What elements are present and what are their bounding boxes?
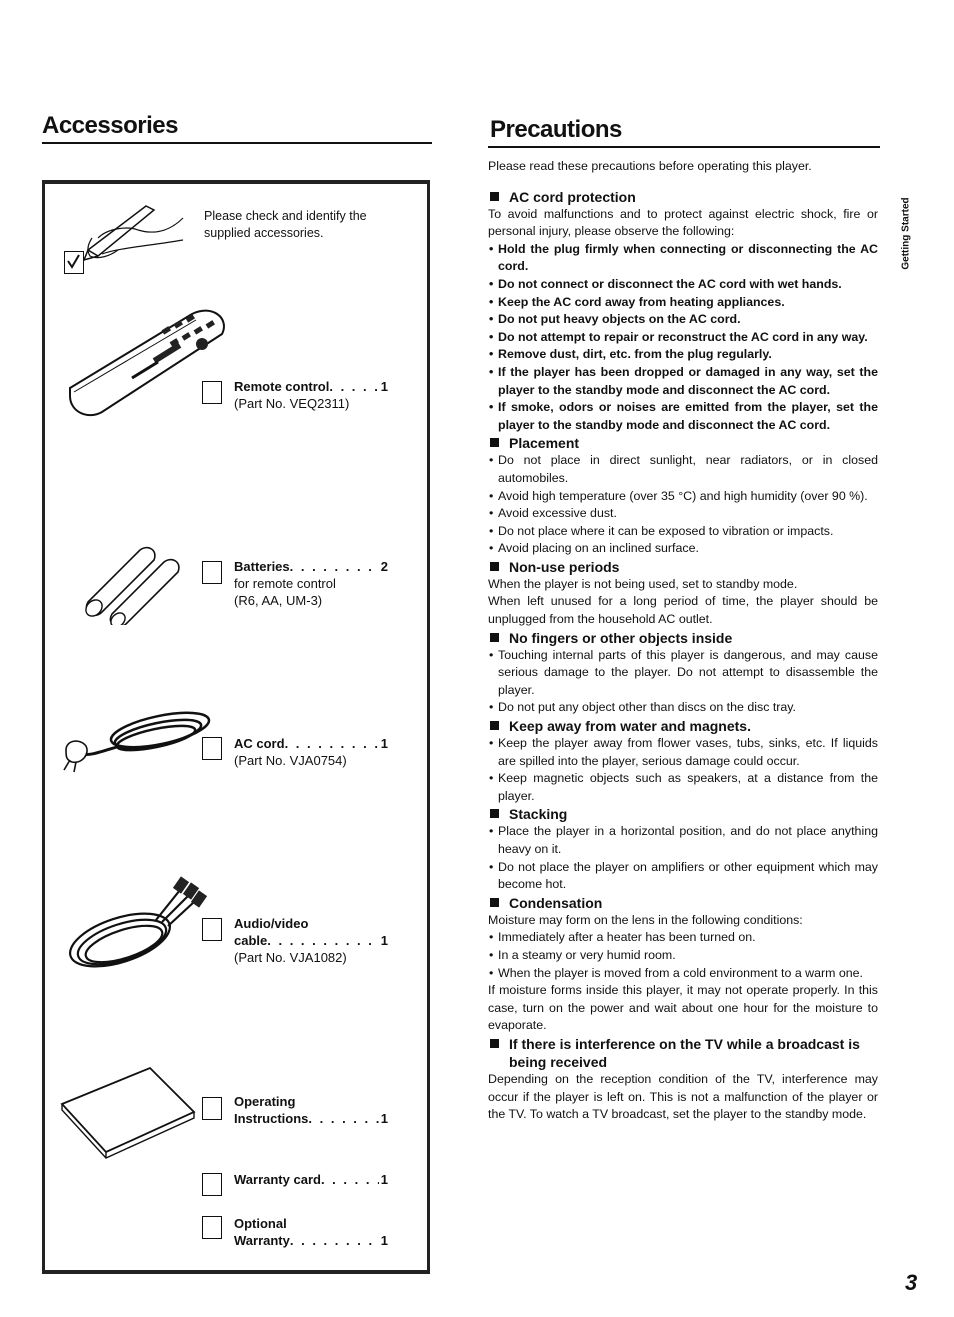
audio-video-cable-item (234, 915, 388, 966)
precaution-heading-text: No fingers or other objects inside (509, 629, 733, 646)
precaution-bullet: • Place the player in a horizontal position, and do not place anything heavy on it. (488, 823, 878, 858)
precautions-sections (488, 188, 878, 1124)
precaution-bullet: • If the player has been dropped or damaged in any way, set the player to the standby mode and disconnect the AC cord. (488, 364, 878, 399)
square-bullet-icon (490, 633, 499, 642)
optional-warranty-checkbox[interactable] (202, 1216, 222, 1239)
precaution-heading (488, 629, 878, 647)
precaution-heading-text: Placement (509, 435, 580, 452)
precaution-bullet: • Avoid placing on an inclined surface. (488, 540, 878, 558)
precaution-heading-text: Non-use periods (509, 558, 620, 575)
square-bullet-icon (490, 898, 499, 907)
precaution-text: Depending on the reception condition of the TV, interference may occur if the player is left on. This is not a malfunction of the player or the TV. To watch a TV broadcast, set the player to the standby mode. (488, 1071, 878, 1122)
item-name-line1: Audio/video (234, 916, 309, 931)
precaution-heading (488, 558, 878, 576)
precaution-bullet: • Remove dust, dirt, etc. from the plug regularly. (488, 346, 878, 364)
precaution-bullet: • Keep the AC cord away from heating appliances. (488, 294, 878, 312)
item-name-line1: Optional (234, 1216, 287, 1231)
ac-cord-icon (60, 700, 220, 780)
item-qty: 2 (380, 559, 388, 574)
precaution-heading (488, 717, 878, 735)
precaution-bullet: • Immediately after a heater has been turned on. (488, 929, 878, 947)
checked-box-icon (64, 251, 84, 274)
precaution-heading-text: AC cord protection (509, 188, 636, 205)
precaution-bullet: • Do not place the player on amplifiers or other equipment which may become hot. (488, 859, 878, 894)
side-tab-label: Getting Started (900, 197, 912, 270)
precaution-heading-text: Stacking (509, 806, 568, 823)
warranty-card-checkbox[interactable] (202, 1173, 222, 1196)
precaution-bullet: • Do not place in direct sunlight, near radiators, or in closed automobiles. (488, 452, 878, 487)
item-detail: (Part No. VJA1082) (234, 950, 347, 965)
precautions-intro: Please read these precautions before operating this player. (488, 159, 812, 173)
square-bullet-icon (490, 809, 499, 818)
optional-warranty-item (234, 1215, 388, 1249)
precaution-bullet: • Do not put any object other than discs on the disc tray. (488, 699, 878, 717)
ac-cord-item (234, 735, 388, 769)
warranty-card-item (234, 1171, 388, 1188)
page-number: 3 (905, 1270, 918, 1295)
precaution-heading-text: If there is interference on the TV while a broadcast is being received (509, 1035, 860, 1070)
item-detail: for remote control (234, 576, 336, 591)
precaution-bullet: • Keep magnetic objects such as speakers, at a distance from the player. (488, 770, 878, 805)
precaution-text: Moisture may form on the lens in the following conditions: (488, 912, 803, 927)
item-name: Warranty card (234, 1172, 321, 1187)
precaution-bullet: • Touching internal parts of this player is dangerous, and may cause serious damage to the player. Do not attempt to disassemble the player. (488, 647, 878, 700)
item-qty: 1 (380, 736, 388, 751)
precaution-text: When left unused for a long period of time, the player should be unplugged from the household AC outlet. (488, 594, 878, 627)
precaution-bullet: • Do not connect or disconnect the AC cord with wet hands. (488, 276, 878, 294)
precaution-bullet: • Keep the player away from flower vases, tubs, sinks, etc. If liquids are spilled into the player, serious damage could occur. (488, 735, 878, 770)
precaution-bullet: • Do not attempt to repair or reconstruct the AC cord in any way. (488, 329, 878, 347)
precaution-text: When the player is not being used, set to standby mode. (488, 576, 798, 591)
side-tab (900, 192, 918, 282)
precaution-bullet: • Avoid high temperature (over 35 °C) and high humidity (over 90 %). (488, 488, 878, 506)
precaution-heading-text: Keep away from water and magnets. (509, 718, 751, 735)
ac-cord-checkbox[interactable] (202, 737, 222, 760)
precaution-heading (488, 1035, 878, 1071)
batteries-checkbox[interactable] (202, 561, 222, 584)
precaution-bullet: • In a steamy or very humid room. (488, 947, 878, 965)
accessories-title-rule (42, 142, 432, 144)
precaution-text: To avoid malfunctions and to protect against electric shock, fire or personal injury, please observe the following: (488, 206, 878, 239)
item-name: cable (234, 933, 268, 948)
item-qty: 1 (380, 379, 388, 394)
accessories-title: Accessories (42, 112, 178, 139)
precaution-heading (488, 188, 878, 206)
square-bullet-icon (490, 562, 499, 571)
precautions-title: Precautions (490, 116, 622, 143)
square-bullet-icon (490, 192, 499, 201)
item-qty: 1 (380, 1111, 388, 1126)
precautions-body (488, 158, 878, 1124)
batteries-icon (78, 540, 188, 625)
item-name-line1: Operating (234, 1094, 296, 1109)
item-detail: (Part No. VJA0754) (234, 753, 347, 768)
precaution-heading (488, 894, 878, 912)
item-name: Instructions (234, 1111, 309, 1126)
precaution-heading (488, 434, 878, 452)
accessories-intro: Please check and identify the supplied accessories. (204, 209, 367, 240)
operating-instructions-item (234, 1093, 388, 1127)
precaution-heading (488, 805, 878, 823)
square-bullet-icon (490, 438, 499, 447)
precaution-bullet: • Do not place where it can be exposed to vibration or impacts. (488, 523, 878, 541)
instruction-booklet-icon (58, 1064, 198, 1160)
item-qty: 1 (380, 1233, 388, 1248)
item-qty: 1 (380, 1172, 388, 1187)
precautions-title-rule (488, 146, 880, 148)
operating-instructions-checkbox[interactable] (202, 1097, 222, 1120)
precaution-bullet: • Do not put heavy objects on the AC cord. (488, 311, 878, 329)
precaution-heading-text: Condensation (509, 894, 603, 911)
item-name: Remote control (234, 379, 330, 394)
remote-control-checkbox[interactable] (202, 381, 222, 404)
square-bullet-icon (490, 1039, 499, 1048)
item-name: Batteries (234, 559, 290, 574)
precaution-bullet: • Hold the plug firmly when connecting or disconnecting the AC cord. (488, 241, 878, 276)
item-name: Warranty (234, 1233, 290, 1248)
batteries-item (234, 558, 388, 609)
item-name: AC cord (234, 736, 285, 751)
square-bullet-icon (490, 721, 499, 730)
precaution-bullet: • Avoid excessive dust. (488, 505, 878, 523)
item-detail: (Part No. VEQ2311) (234, 396, 350, 411)
item-qty: 1 (380, 933, 388, 948)
audio-video-cable-icon (60, 870, 210, 980)
precaution-text: If moisture forms inside this player, it may not operate properly. In this case, turn on the power and wait about one hour for the moisture to evaporate. (488, 983, 878, 1033)
remote-control-item (234, 378, 388, 412)
audio-video-cable-checkbox[interactable] (202, 918, 222, 941)
item-detail: (R6, AA, UM-3) (234, 593, 323, 608)
precaution-bullet: • When the player is moved from a cold environment to a warm one. (488, 965, 878, 983)
precaution-bullet: • If smoke, odors or noises are emitted from the player, set the player to the standby mode and disconnect the AC cord. (488, 399, 878, 434)
